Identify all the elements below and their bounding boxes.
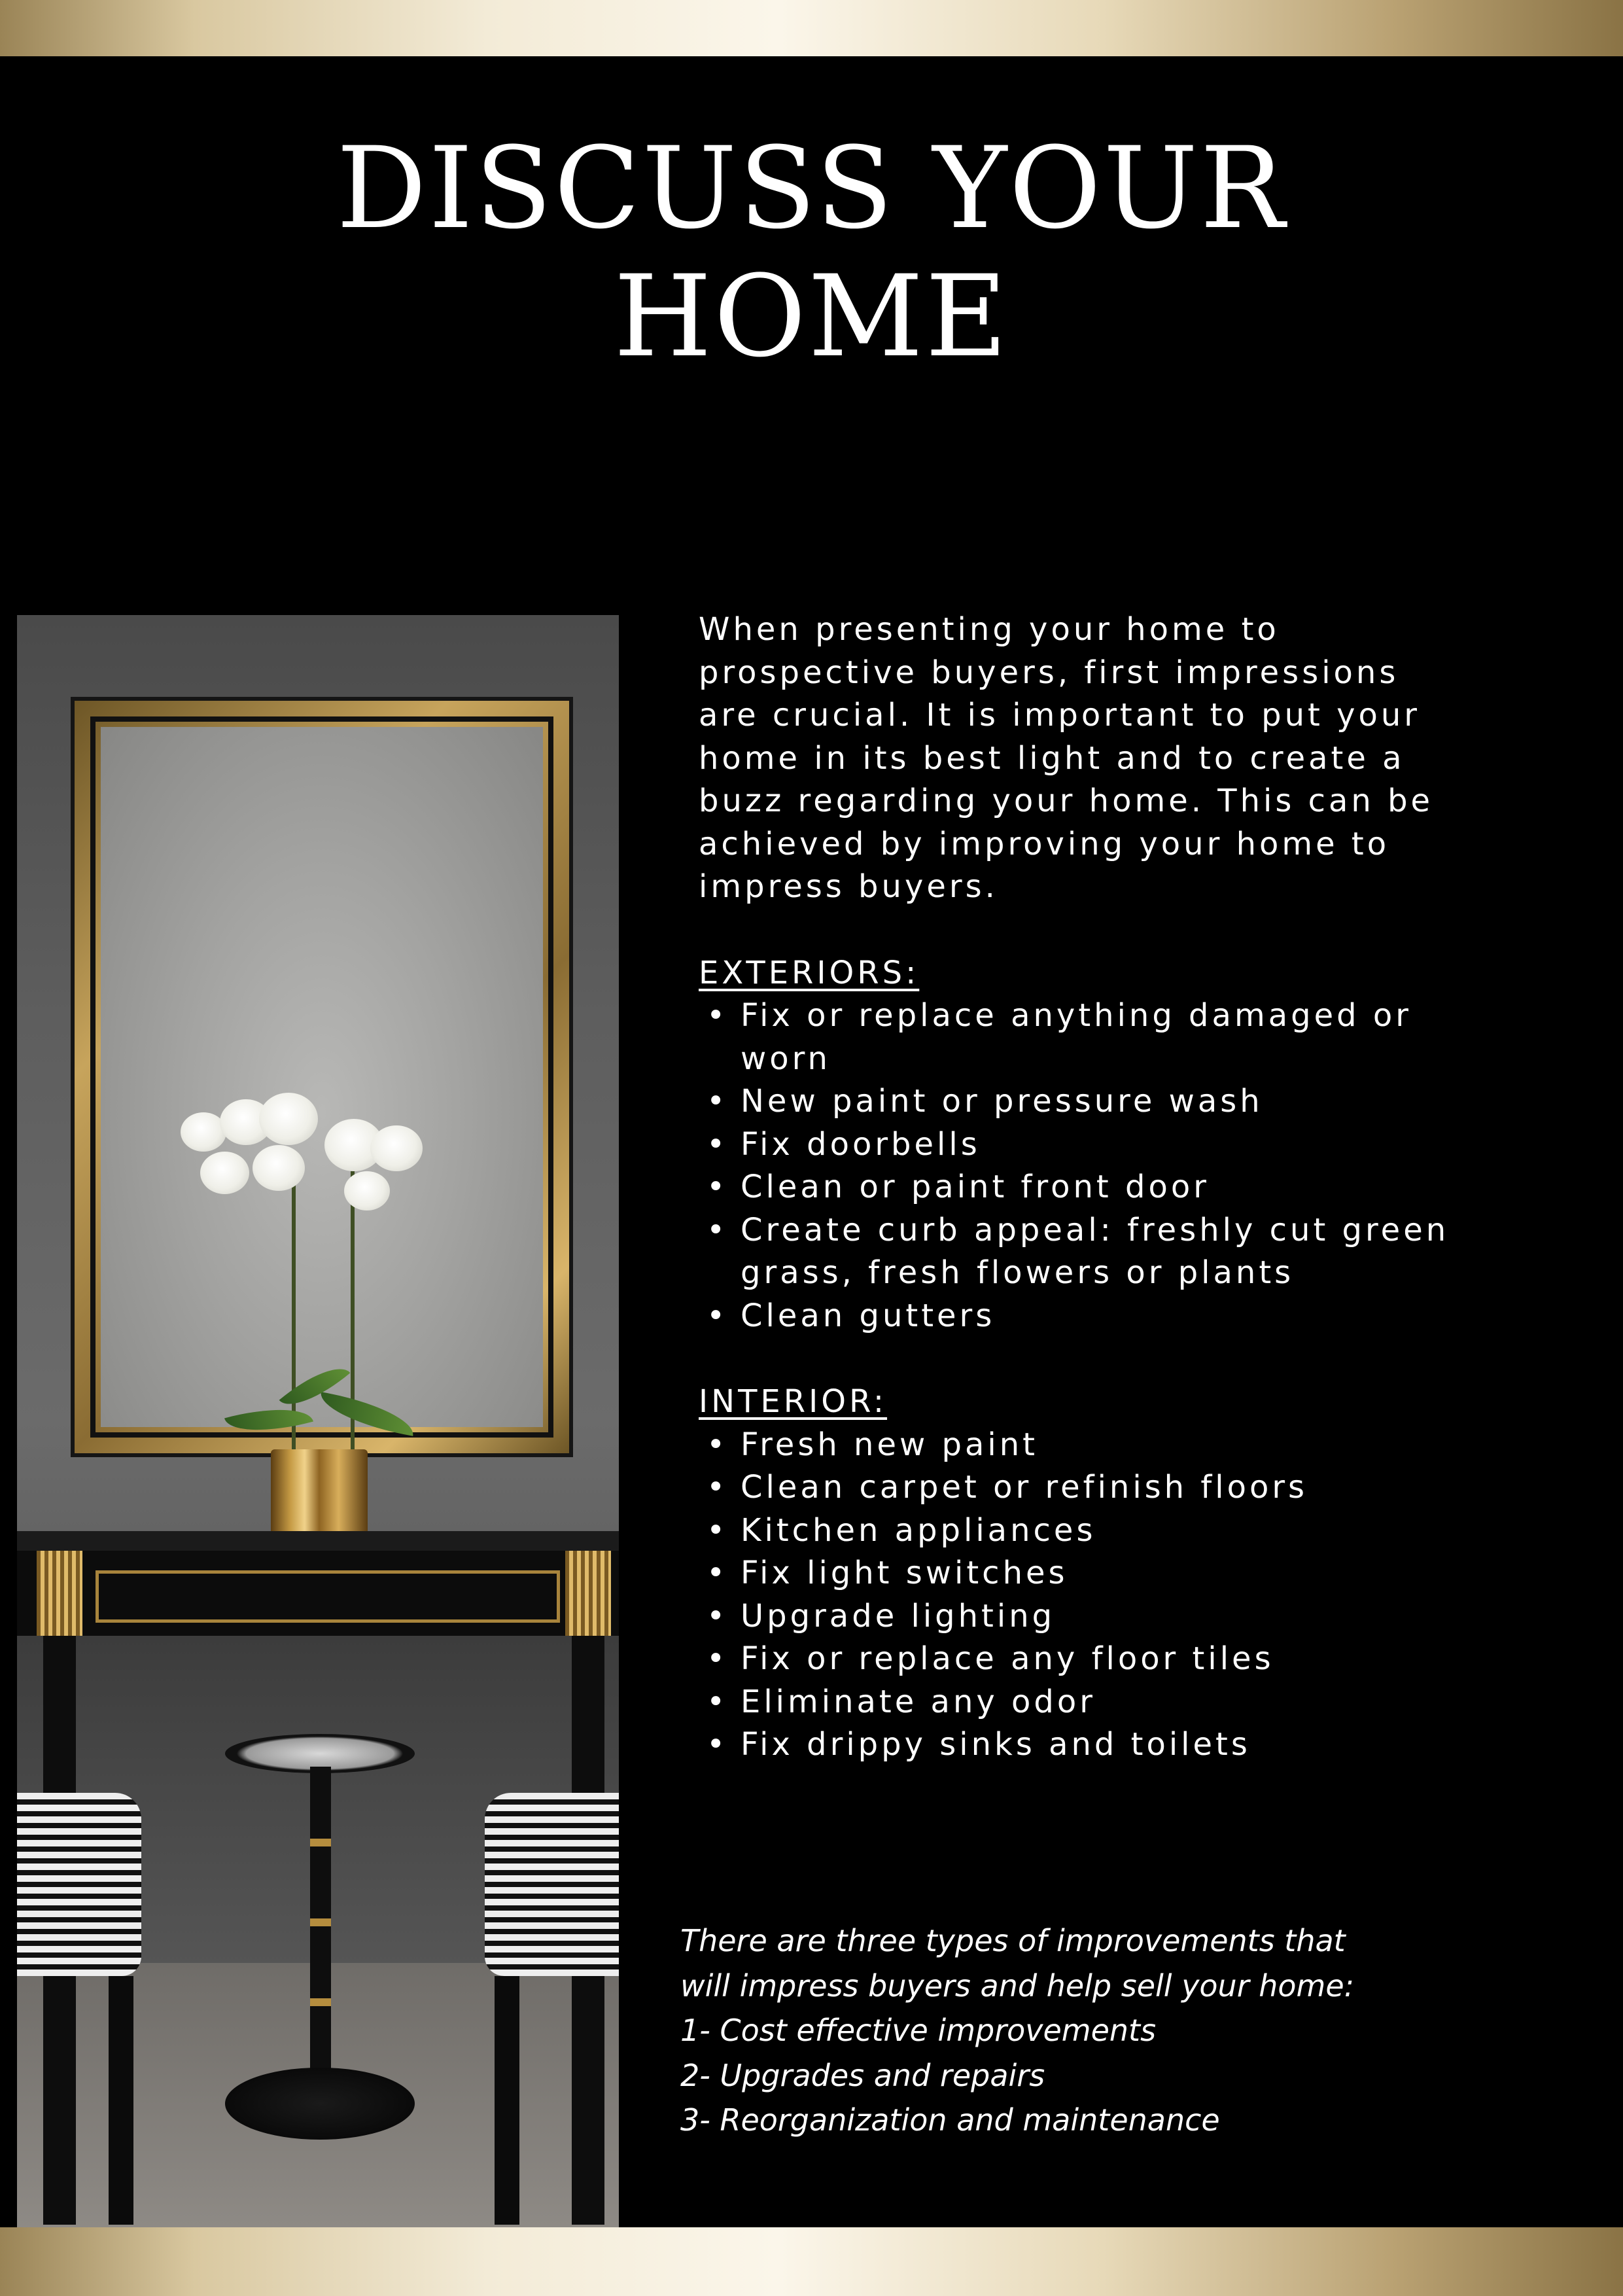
orchid-bloom — [370, 1125, 423, 1171]
list-item: • Clean carpet or refinish floors — [699, 1466, 1549, 1510]
top-gold-band — [0, 0, 1623, 56]
chair-leg — [109, 1976, 133, 2225]
side-table-stem — [310, 1767, 331, 2074]
title-line-1: DISCUSS YOUR — [336, 122, 1287, 254]
list-item: • Clean gutters — [699, 1295, 1480, 1338]
side-table-base — [225, 2068, 415, 2140]
list-item: • Fix or replace anything damaged or worn — [699, 995, 1480, 1080]
mirror-inner-frame — [90, 716, 553, 1438]
page-title — [0, 124, 1623, 381]
list-item: • Fix or replace any floor tiles — [699, 1638, 1549, 1681]
striped-chair-left — [17, 1793, 141, 1976]
gold-mirror-frame — [71, 697, 573, 1457]
mirror-glass — [101, 727, 543, 1427]
intro-paragraph: When presenting your home to prospective buyers, first impressions are crucial. It is important to put your home in its best light and to create a buzz regarding your home. This can be achieved by improving your home to impress buyers. — [699, 611, 1434, 905]
exteriors-heading: EXTERIORS: — [699, 954, 920, 991]
striped-chair-right — [485, 1793, 619, 1976]
console-gold-column — [565, 1551, 611, 1636]
note-line: will impress buyers and help sell your home: — [680, 1968, 1355, 2004]
bottom-gold-band — [0, 2227, 1623, 2296]
list-item: • Fix light switches — [699, 1552, 1549, 1595]
list-item: • Clean or paint front door — [699, 1166, 1480, 1209]
list-item: • Fresh new paint — [699, 1424, 1549, 1467]
list-item: • Eliminate any odor — [699, 1681, 1549, 1724]
list-item: • Fix doorbells — [699, 1123, 1480, 1167]
list-item: • New paint or pressure wash — [699, 1080, 1480, 1123]
list-item: • Create curb appeal: freshly cut green grass, fresh flowers or plants — [699, 1209, 1480, 1295]
interior-photo — [17, 615, 619, 2227]
text-column — [699, 609, 1549, 1767]
note-line: 3- Reorganization and maintenance — [680, 2102, 1220, 2138]
title-line-2: HOME — [614, 251, 1009, 382]
orchid-bloom — [344, 1171, 390, 1210]
orchid-stem — [292, 1158, 296, 1453]
console-gold-column — [37, 1551, 82, 1636]
orchid-bloom — [253, 1145, 305, 1191]
interior-heading: INTERIOR: — [699, 1383, 888, 1420]
chair-leg — [495, 1976, 519, 2225]
note-line: There are three types of improvements that — [680, 1923, 1346, 1958]
orchid-bloom — [200, 1152, 249, 1194]
note-line: 1- Cost effective improvements — [680, 2013, 1157, 2048]
console-gold-inlay — [96, 1570, 560, 1623]
console-table-top — [17, 1531, 619, 1551]
list-item: • Fix drippy sinks and toilets — [699, 1723, 1549, 1767]
improvements-note — [680, 1918, 1505, 2143]
exteriors-list — [699, 995, 1549, 1337]
orchid-bloom — [259, 1093, 318, 1145]
interior-list — [699, 1424, 1549, 1767]
list-item: • Kitchen appliances — [699, 1510, 1549, 1553]
note-line: 2- Upgrades and repairs — [680, 2057, 1045, 2093]
list-item: • Upgrade lighting — [699, 1595, 1549, 1638]
